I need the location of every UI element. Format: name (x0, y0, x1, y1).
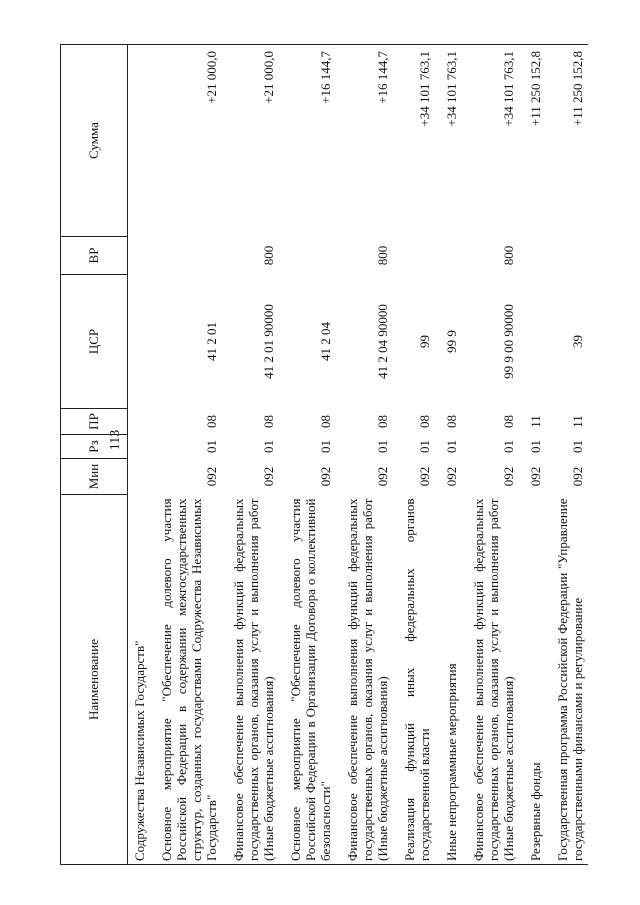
cell-vr (435, 237, 462, 275)
header-name: Наименование (61, 495, 128, 865)
budget-table (60, 44, 588, 865)
cell-pr: 08 (417, 415, 432, 428)
cell-min: 092 (318, 466, 333, 487)
cell-pr: 08 (444, 415, 459, 428)
cell-rz: 01 (204, 440, 219, 453)
cell-pr: 08 (375, 415, 390, 428)
cell-vr: 800 (261, 245, 276, 266)
cell-csr: 41 2 04 (318, 322, 333, 361)
table-row (222, 45, 279, 865)
cell-sum: +11 250 152,8 (519, 45, 546, 237)
cell-sum: +16 144,7 (279, 45, 336, 237)
header-sum: Сумма (61, 45, 128, 237)
cell-name: Резервные фонды (519, 495, 546, 865)
cell-rz: 01 (375, 440, 390, 453)
cell-min: 092 (261, 466, 276, 487)
cell-name: Иные непрограммные мероприятия (435, 495, 462, 865)
cell-csr: 99 (417, 335, 432, 348)
cell-pr: 08 (261, 415, 276, 428)
cell-pr: 11 (528, 415, 543, 428)
cell-sum: +11 250 152,8 (546, 45, 588, 237)
cell-sum: +34 101 763,1 (393, 45, 435, 237)
rotated-page-content (60, 45, 585, 865)
cell-sum (128, 45, 151, 237)
cell-csr: 99 9 00 90000 (501, 304, 516, 379)
cell-min (128, 459, 151, 495)
cell-csr (128, 275, 151, 409)
table-row (279, 45, 336, 865)
cell-name: Финансовое обеспечение выполнения функций федеральных государственных органов, оказания услуг и выполнения работ (Иные бюджетные ассигнования) (222, 495, 279, 865)
cell-min: 092 (528, 466, 543, 487)
cell-min: 092 (501, 466, 516, 487)
table-row (519, 45, 546, 865)
cell-sum: +34 101 763,1 (435, 45, 462, 237)
header-pr: ПР (61, 409, 128, 435)
cell-vr (128, 237, 151, 275)
cell-pr (128, 409, 151, 435)
cell-min: 092 (417, 466, 432, 487)
cell-name: Государственная программа Российской Федерации "Управление государственными финансами и регулирование (546, 495, 588, 865)
cell-vr: 800 (501, 245, 516, 266)
table-row (336, 45, 393, 865)
cell-sum: +21 000,0 (150, 45, 222, 237)
cell-min: 092 (570, 466, 585, 487)
cell-sum: +21 000,0 (222, 45, 279, 237)
cell-csr: 41 2 01 90000 (261, 304, 276, 379)
cell-vr (279, 237, 336, 275)
cell-min: 092 (204, 466, 219, 487)
cell-csr: 99 9 (444, 330, 459, 353)
cell-csr: 39 (570, 335, 585, 348)
table-row (393, 45, 435, 865)
cell-rz: 01 (444, 440, 459, 453)
cell-pr: 11 (570, 415, 585, 428)
cell-rz: 01 (570, 440, 585, 453)
cell-rz: 01 (528, 440, 543, 453)
cell-min: 092 (444, 466, 459, 487)
table-header-row (61, 45, 128, 865)
table-row (150, 45, 222, 865)
cell-vr: 800 (375, 245, 390, 266)
cell-vr (546, 237, 588, 275)
cell-vr (519, 237, 546, 275)
cell-rz: 01 (261, 440, 276, 453)
cell-csr: 41 2 04 90000 (375, 304, 390, 379)
cell-name: Содружества Независимых Государств" (128, 495, 151, 865)
cell-vr (393, 237, 435, 275)
cell-pr: 08 (204, 415, 219, 428)
cell-sum: +16 144,7 (336, 45, 393, 237)
header-vr: ВР (61, 237, 128, 275)
cell-pr: 08 (501, 415, 516, 428)
table-row (128, 45, 151, 865)
header-rz: Рз (61, 435, 128, 459)
cell-min: 092 (375, 466, 390, 487)
cell-name: Финансовое обеспечение выполнения функций федеральных государственных органов, оказания услуг и выполнения работ (Иные бюджетные ассигнования) (336, 495, 393, 865)
cell-csr (519, 275, 546, 409)
table-row (546, 45, 588, 865)
cell-rz: 01 (318, 440, 333, 453)
cell-pr: 08 (318, 415, 333, 428)
cell-name: Основное мероприятие "Обеспечение долевого участия Российской Федерации в Организации Договора о коллективной безопасности" (279, 495, 336, 865)
cell-csr: 41 2 01 (204, 322, 219, 361)
cell-vr (150, 237, 222, 275)
table-row (435, 45, 462, 865)
cell-sum: +34 101 763,1 (462, 45, 519, 237)
cell-name: Основное мероприятие "Обеспечение долевого участия Российской Федерации в содержании межгосударственных структур, созданных государствами Содружества Независимых Государств" (150, 495, 222, 865)
cell-name: Финансовое обеспечение выполнения функций федеральных государственных органов, оказания услуг и выполнения работ (Иные бюджетные ассигнования) (462, 495, 519, 865)
page-number: 113 (108, 429, 124, 451)
cell-rz: 01 (501, 440, 516, 453)
header-csr: ЦСР (61, 275, 128, 409)
cell-rz: 01 (417, 440, 432, 453)
table-row (462, 45, 519, 865)
cell-name: Реализация функций иных федеральных органов государственной власти (393, 495, 435, 865)
header-min: Мин (61, 459, 128, 495)
cell-rz (128, 435, 151, 459)
